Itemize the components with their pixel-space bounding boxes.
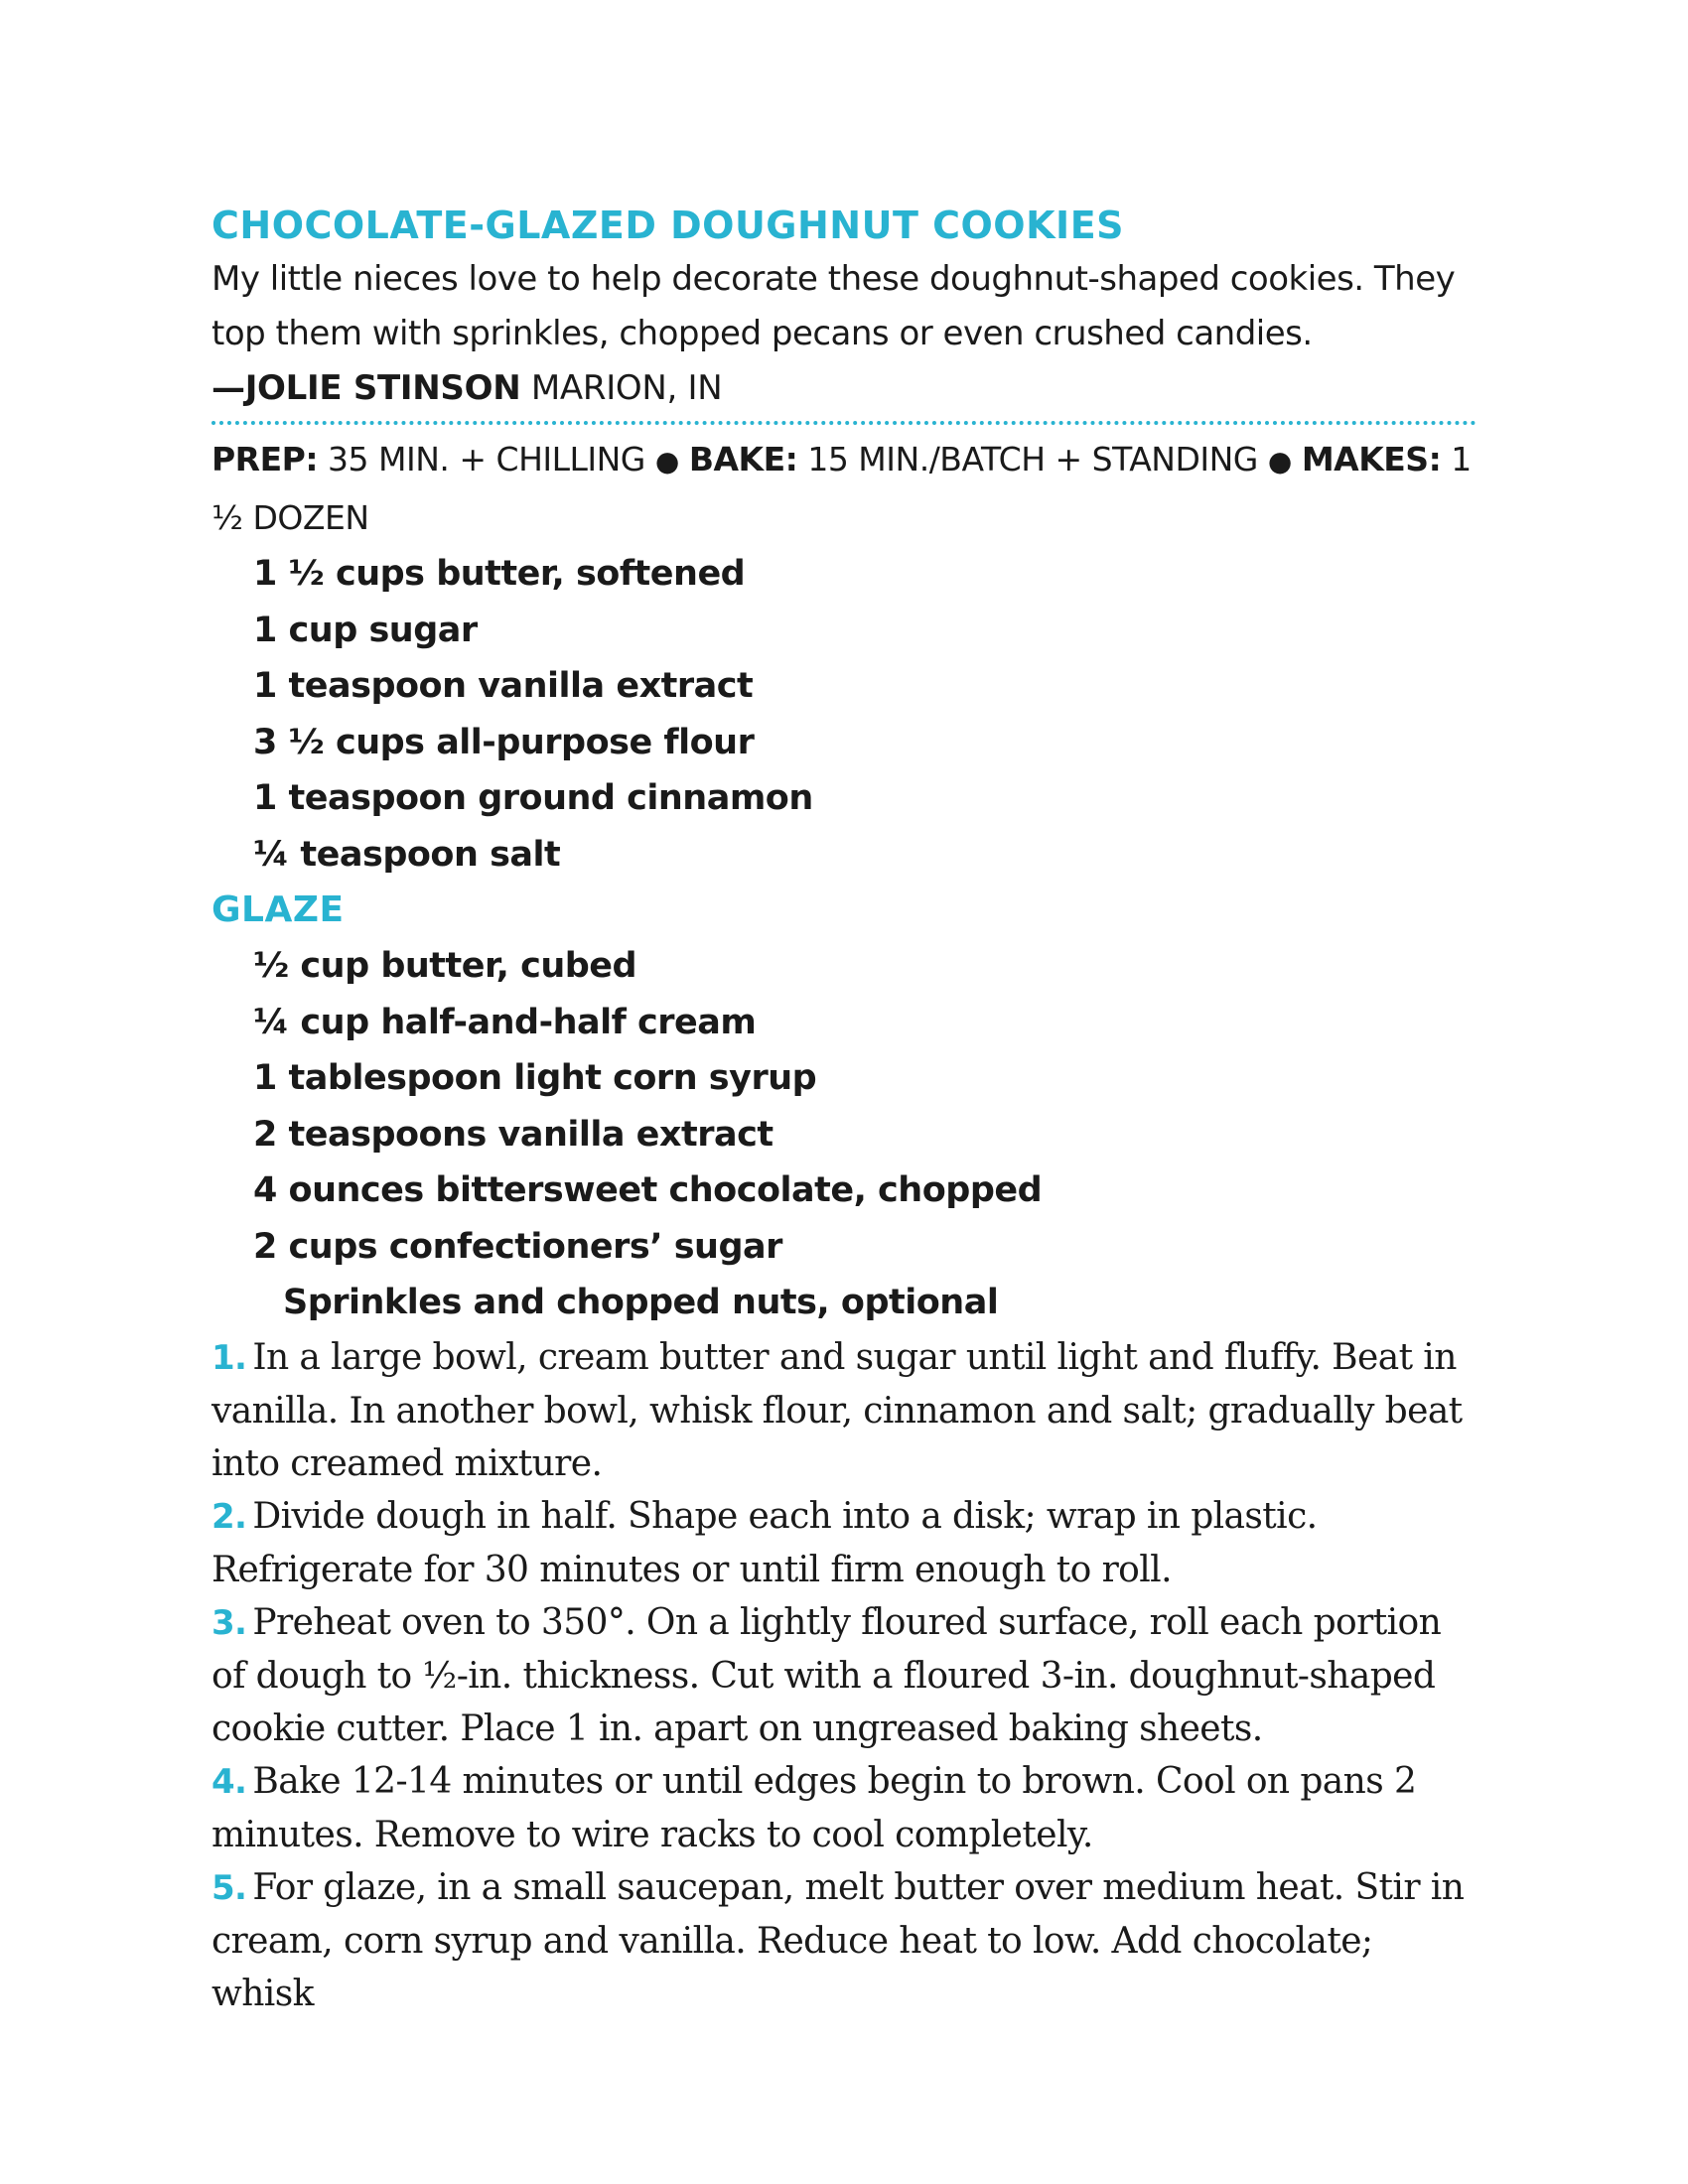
direction-step — [211, 1331, 1477, 1490]
byline — [211, 361, 1477, 415]
ingredient-list — [211, 546, 1477, 883]
step-number: 4. — [211, 1761, 247, 1802]
author-location: MARION, IN — [530, 368, 723, 408]
ingredient-item: 1 ½ cups butter, softened — [253, 554, 746, 594]
ingredient-item: 1 teaspoon ground cinnamon — [253, 778, 813, 818]
recipe-intro: My little nieces love to help decorate these doughnut-shaped cookies. They top them with sprinkles, chopped pecans or even crushed candies. — [211, 259, 1456, 353]
glaze-ingredient-item: Sprinkles and chopped nuts, optional — [283, 1283, 999, 1322]
glaze-ingredient-item: 2 cups confectioners’ sugar — [253, 1226, 782, 1267]
prep-value: 35 MIN. + CHILLING — [328, 440, 645, 478]
step-text: Preheat oven to 350°. On a lightly floured surface, roll each portion of dough to ½-in. thickness. Cut with a floured 3-in. doughnut-shaped cookie cutter. Place 1 in. apart on ungreased baking sheets. — [211, 1601, 1442, 1749]
step-number: 1. — [211, 1337, 247, 1378]
glaze-heading: GLAZE — [211, 889, 345, 930]
dotted-divider — [211, 421, 1477, 425]
author-name: —JOLIE STINSON — [211, 368, 521, 408]
step-number: 2. — [211, 1496, 247, 1537]
step-text: For glaze, in a small saucepan, melt butter over medium heat. Stir in cream, corn syrup and vanilla. Reduce heat to low. Add chocolate; whisk — [211, 1866, 1465, 2014]
step-number: 5. — [211, 1867, 247, 1908]
bake-value: 15 MIN./BATCH + STANDING — [807, 440, 1258, 478]
glaze-ingredient-list — [211, 938, 1477, 1331]
glaze-ingredient-item: 2 teaspoons vanilla extract — [253, 1114, 774, 1155]
glaze-ingredient-item: ½ cup butter, cubed — [253, 946, 637, 986]
makes-value: 1 ½ DOZEN — [211, 440, 1472, 537]
glaze-ingredient-item: 1 tablespoon light corn syrup — [253, 1058, 817, 1098]
ingredient-item: 3 ½ cups all-purpose flour — [253, 722, 755, 762]
recipe-title: CHOCOLATE-GLAZED DOUGHNUT COOKIES — [211, 204, 1125, 247]
direction-step — [211, 1861, 1477, 2020]
direction-step — [211, 1755, 1477, 1861]
step-number: 3. — [211, 1602, 247, 1643]
recipe-page — [211, 199, 1477, 2020]
ingredient-item: 1 cup sugar — [253, 610, 478, 650]
glaze-ingredient-item: 4 ounces bittersweet chocolate, chopped — [253, 1170, 1043, 1210]
makes-label: MAKES: — [1301, 440, 1442, 478]
directions — [211, 1331, 1477, 2020]
glaze-ingredient-item: ¼ cup half-and-half cream — [253, 1002, 757, 1042]
step-text: Divide dough in half. Shape each into a disk; wrap in plastic. Refrigerate for 30 minutes or until firm enough to roll. — [211, 1495, 1318, 1590]
prep-label: PREP: — [211, 440, 319, 478]
direction-step — [211, 1596, 1477, 1755]
step-text: Bake 12-14 minutes or until edges begin to brown. Cool on pans 2 minutes. Remove to wire racks to cool completely. — [211, 1760, 1417, 1855]
step-text: In a large bowl, cream butter and sugar until light and fluffy. Beat in vanilla. In another bowl, whisk flour, cinnamon and salt; gradually beat into creamed mixture. — [211, 1336, 1463, 1484]
bake-label: BAKE: — [688, 440, 798, 478]
bullet-separator: ● — [654, 445, 679, 478]
bullet-separator: ● — [1267, 445, 1292, 478]
ingredient-item: ¼ teaspoon salt — [253, 834, 561, 875]
direction-step — [211, 1490, 1477, 1596]
recipe-meta — [211, 431, 1477, 546]
ingredient-item: 1 teaspoon vanilla extract — [253, 666, 754, 706]
